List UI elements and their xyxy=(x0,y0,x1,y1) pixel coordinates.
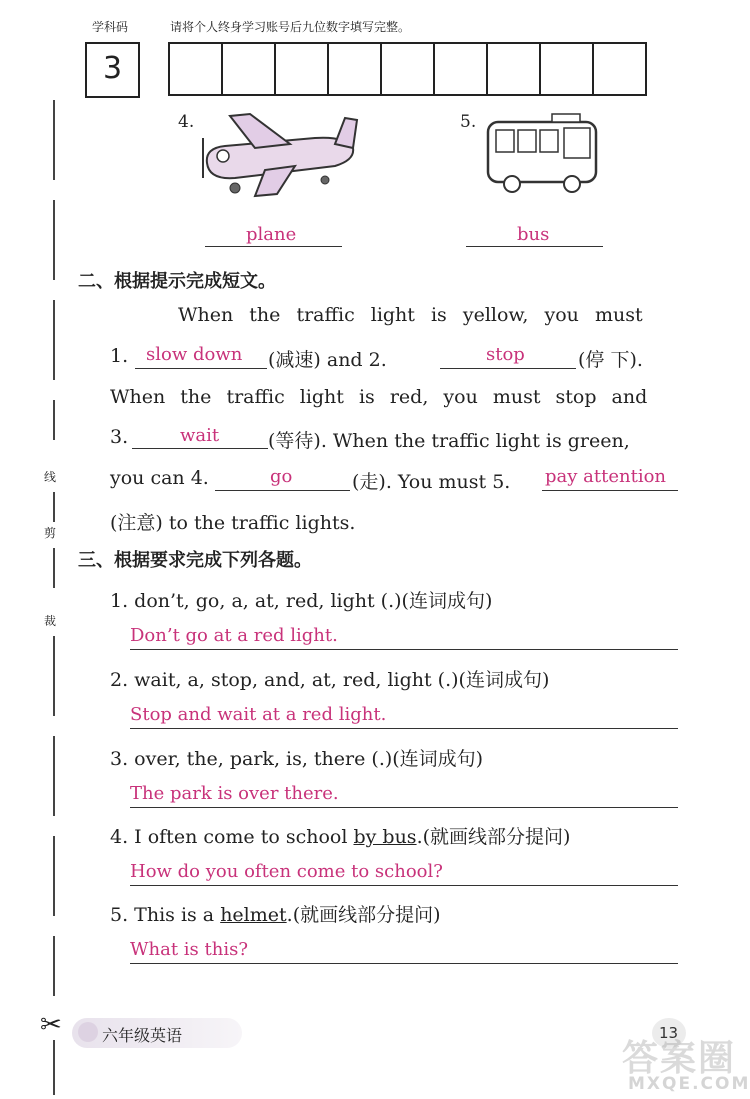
cut-label-jian: 剪 xyxy=(44,526,57,540)
question-4-post: .(就画线部分提问) xyxy=(416,826,571,848)
picture-answer-plane: plane xyxy=(246,224,297,245)
subject-code: 3 xyxy=(102,51,123,86)
question-1-answer: Don’t go at a red light. xyxy=(130,625,338,646)
account-digit-boxes[interactable] xyxy=(170,42,647,96)
passage-line-2c: (停 下). xyxy=(578,349,643,371)
question-1: 1. don’t, go, a, at, red, light (.)(连词成句) xyxy=(110,590,493,612)
watermark-url: MXQE.COM xyxy=(628,1074,750,1094)
blank-5[interactable] xyxy=(542,490,678,491)
answer-5: pay attention xyxy=(545,466,667,487)
blank-2[interactable] xyxy=(440,368,576,369)
digit-box[interactable] xyxy=(327,42,382,96)
digit-box[interactable] xyxy=(168,42,223,96)
question-5-post: .(就画线部分提问) xyxy=(286,904,441,926)
digit-box[interactable] xyxy=(380,42,435,96)
subject-code-label: 学科码 xyxy=(92,20,129,34)
passage-line-5a: you can 4. xyxy=(110,467,209,489)
flower-icon xyxy=(78,1022,98,1042)
answer-line xyxy=(205,246,342,247)
question-2: 2. wait, a, stop, and, at, red, light (.)(连词成句) xyxy=(110,669,550,691)
digit-box[interactable] xyxy=(433,42,488,96)
digit-box[interactable] xyxy=(274,42,329,96)
page-number: 13 xyxy=(659,1024,679,1042)
answer-4: go xyxy=(270,466,293,487)
passage-line-5b: (走). You must 5. xyxy=(352,471,511,493)
section-3-title: 三、根据要求完成下列各题。 xyxy=(78,550,312,571)
cut-label-xian: 线 xyxy=(44,470,57,484)
question-4 xyxy=(110,822,570,849)
watermark-logo: 答案圈 xyxy=(622,1038,737,1079)
question-3: 3. over, the, park, is, there (.)(连词成句) xyxy=(110,748,484,770)
question-4-underlined: by bus xyxy=(353,826,417,848)
digit-box[interactable] xyxy=(592,42,647,96)
passage-line-1: When the traffic light is yellow, you must xyxy=(178,304,643,326)
picture-number-5: 5. xyxy=(460,112,477,132)
question-5-underlined: helmet xyxy=(220,904,287,926)
passage-line-2b: (减速) and 2. xyxy=(268,349,387,371)
picture-answer-bus: bus xyxy=(517,224,550,245)
question-5-pre: 5. This is a xyxy=(110,904,221,926)
question-5-answer: What is this? xyxy=(130,939,248,960)
digit-box[interactable] xyxy=(539,42,594,96)
blank-1[interactable] xyxy=(135,368,267,369)
plane-icon xyxy=(195,108,370,198)
answer-1: slow down xyxy=(146,344,243,365)
answer-3: wait xyxy=(180,425,220,446)
answer-line[interactable] xyxy=(130,963,678,964)
question-4-pre: 4. I often come to school xyxy=(110,826,354,848)
blank-4[interactable] xyxy=(215,490,350,491)
answer-line[interactable] xyxy=(130,649,678,650)
question-2-answer: Stop and wait at a red light. xyxy=(130,704,387,725)
footer-grade-label: 六年级英语 xyxy=(102,1026,183,1045)
passage-line-2a: 1. xyxy=(110,345,129,367)
answer-line xyxy=(466,246,603,247)
picture-number-4: 4. xyxy=(178,112,195,132)
question-3-answer: The park is over there. xyxy=(130,783,339,804)
scissors-icon: ✂ xyxy=(40,1010,62,1040)
subject-code-box xyxy=(85,42,140,98)
cut-label-cai: 裁 xyxy=(44,614,57,628)
header-instruction: 请将个人终身学习账号后九位数字填写完整。 xyxy=(170,20,411,34)
passage-line-4a: 3. xyxy=(110,426,129,448)
blank-3[interactable] xyxy=(132,448,268,449)
passage-line-4b: (等待). When the traffic light is green, xyxy=(268,430,630,452)
question-4-answer: How do you often come to school? xyxy=(130,861,443,882)
answer-line[interactable] xyxy=(130,885,678,886)
question-5 xyxy=(110,900,441,927)
answer-line[interactable] xyxy=(130,807,678,808)
passage-line-3: When the traffic light is red, you must stop and xyxy=(110,386,648,408)
answer-line[interactable] xyxy=(130,728,678,729)
digit-box[interactable] xyxy=(486,42,541,96)
answer-2: stop xyxy=(486,344,525,365)
bus-icon xyxy=(482,108,607,198)
digit-box[interactable] xyxy=(221,42,276,96)
passage-line-6: (注意) to the traffic lights. xyxy=(110,512,356,534)
section-2-title: 二、根据提示完成短文。 xyxy=(78,271,276,292)
